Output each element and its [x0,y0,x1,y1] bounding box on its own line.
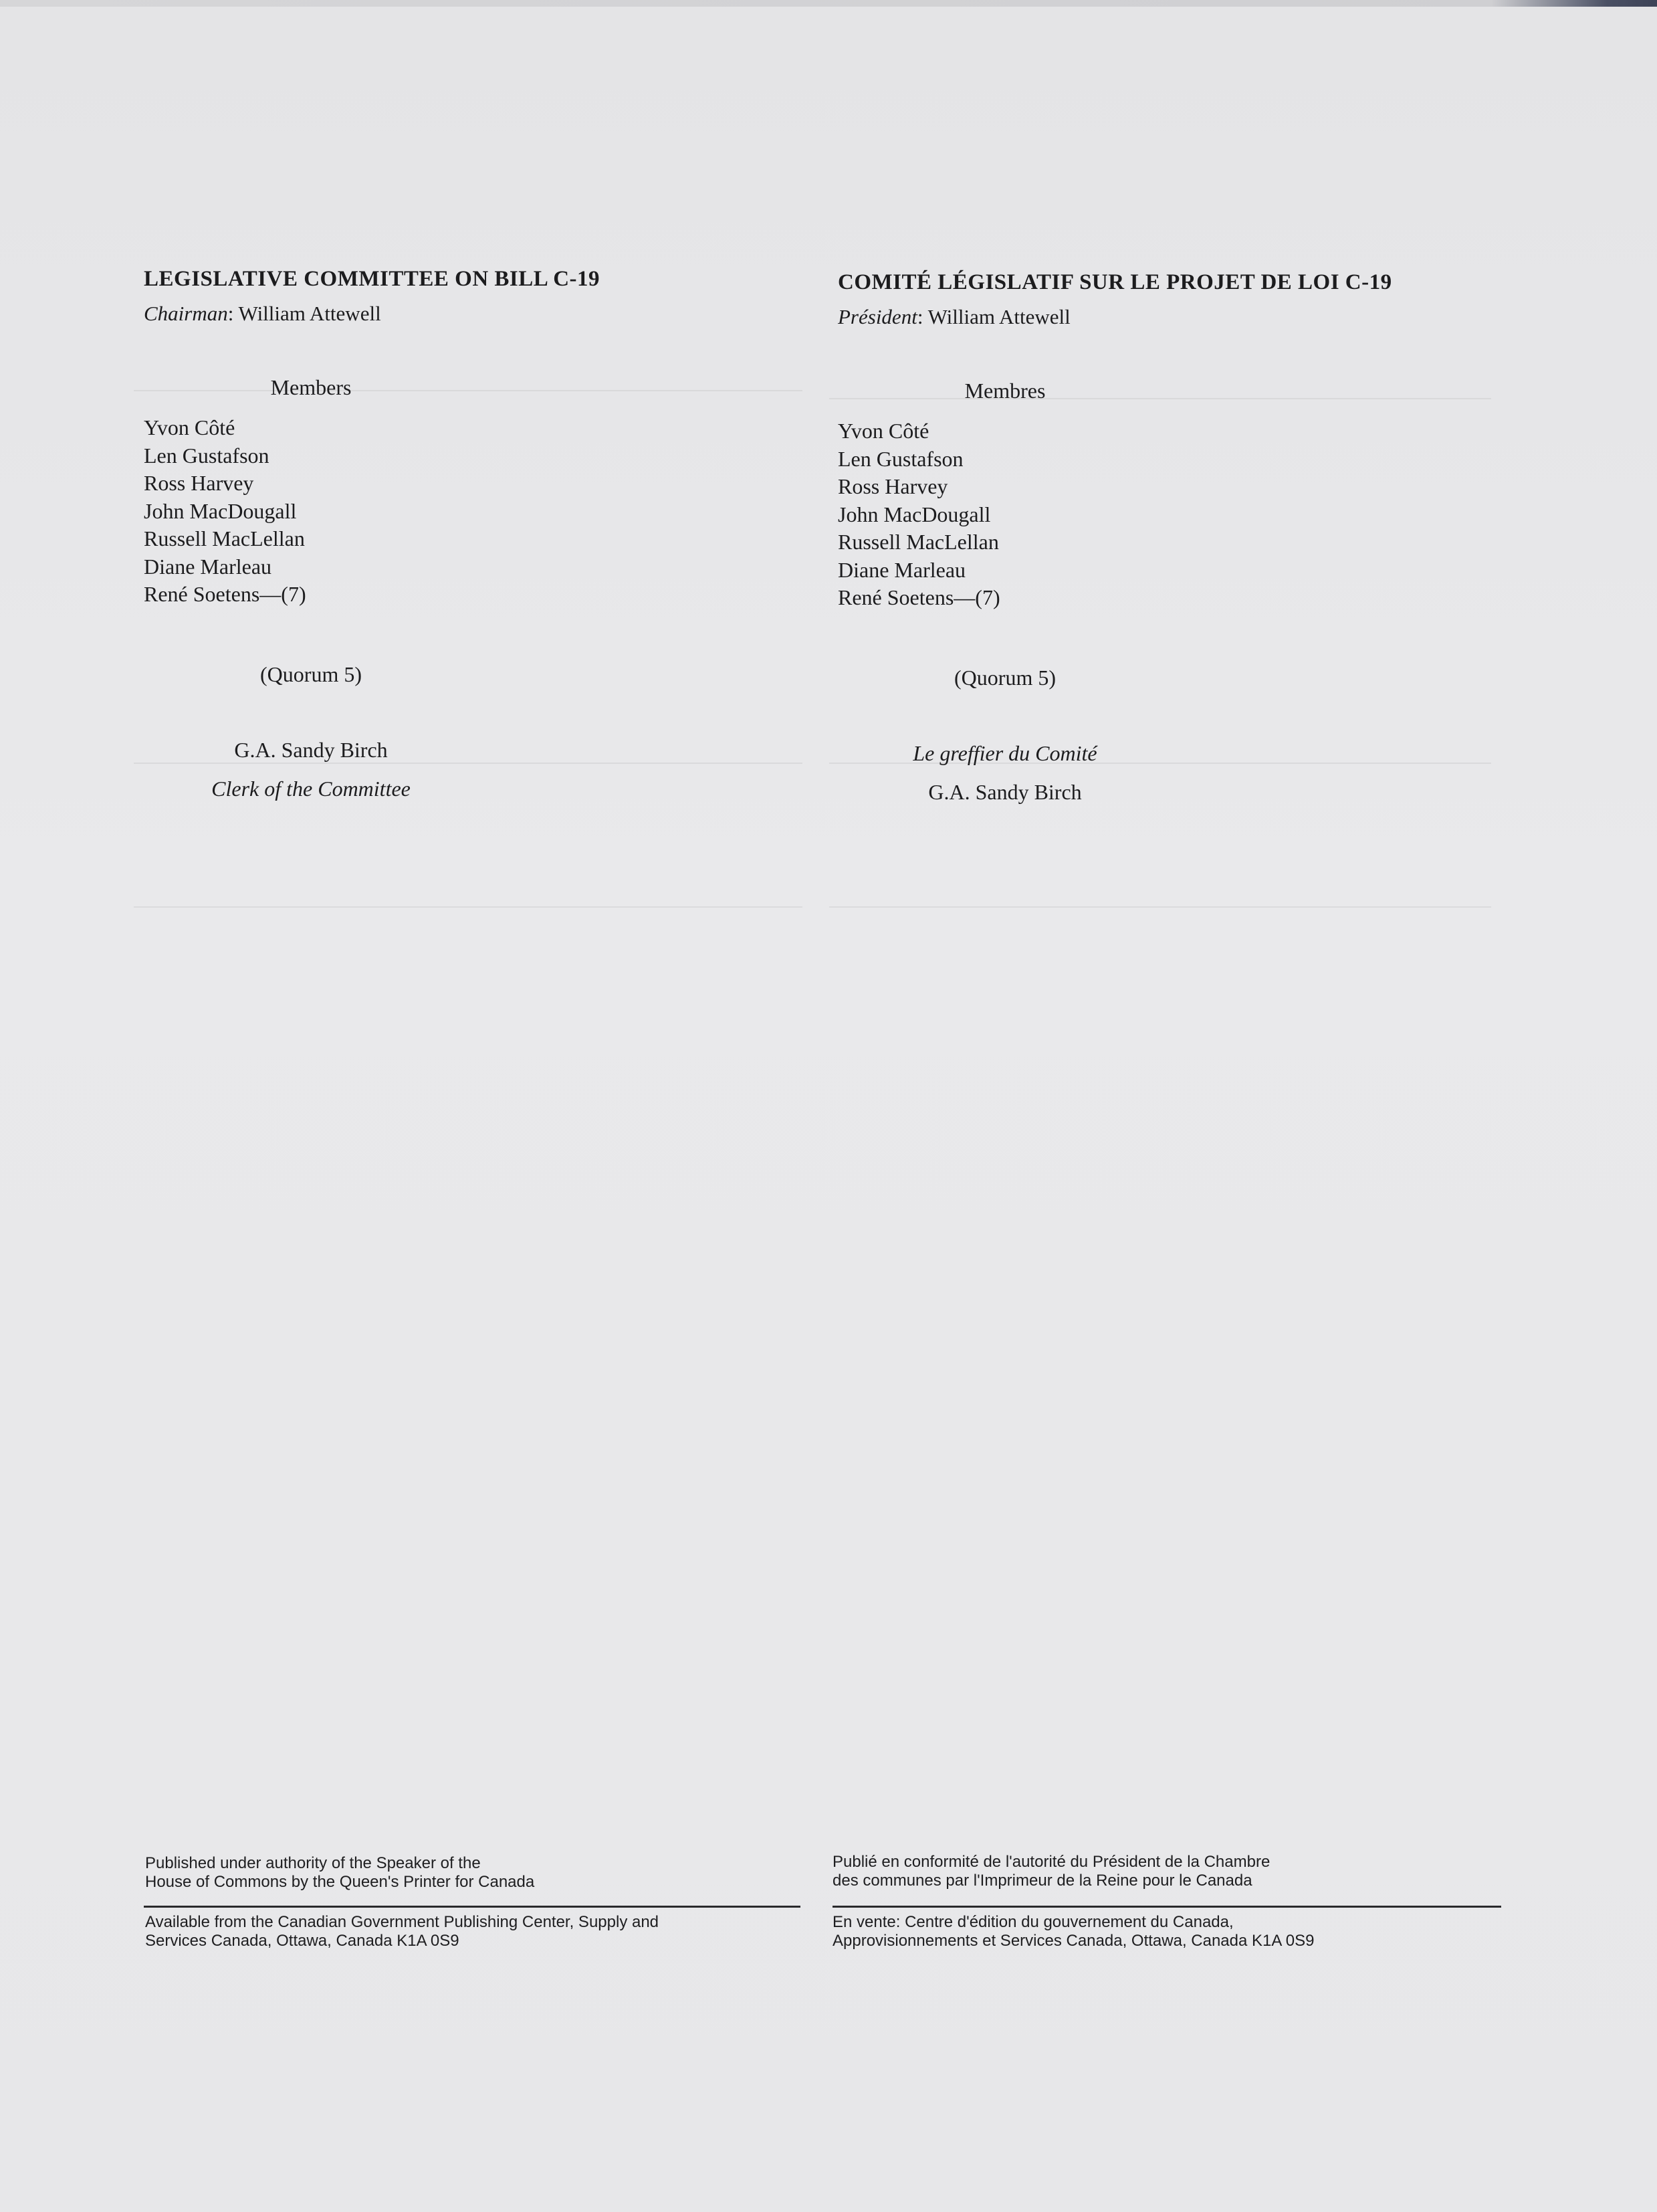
members-list [144,414,786,609]
member-item: Diane Marleau [838,557,966,582]
quorum-fr: (Quorum 5) [954,665,1056,690]
french-column [838,268,1480,811]
member-item: Diane Marleau [144,554,272,579]
quorum: (Quorum 5) [260,662,362,686]
showthrough-rule [134,906,802,908]
footer-published-fr [833,1853,1501,1890]
member-item: René Soetens—(7) [838,585,1000,609]
president-line [838,302,1480,332]
footer-available-en [145,1913,800,1950]
footer-line: Available from the Canadian Government Publishing Center, Supply and [145,1913,659,1931]
footer-line: Approvisionnements et Services Canada, Ottawa, Canada K1A 0S9 [833,1932,1315,1950]
footer-line: Published under authority of the Speaker of the [145,1854,481,1872]
members-list-fr [838,417,1480,612]
footer-published-en [145,1854,800,1892]
member-item: Russell MacLellan [144,526,305,550]
member-item: René Soetens—(7) [144,582,306,606]
clerk-name-fr: G.A. Sandy Birch [928,779,1082,804]
chair-name-fr: : William Attewell [917,305,1071,328]
member-item: Yvon Côté [144,415,235,439]
member-item: Russell MacLellan [838,530,999,554]
clerk-block-fr [838,734,1172,811]
footer-line: En vente: Centre d'édition du gouvernement du Canada, [833,1913,1234,1931]
showthrough-rule [829,906,1491,908]
footer-line: des communes par l'Imprimeur de la Reine pour le Canada [833,1872,1252,1890]
member-item: John MacDougall [144,498,297,523]
clerk-block [144,730,478,808]
footer-available-fr [833,1913,1501,1950]
member-item: Len Gustafson [144,443,269,468]
footer-line: Services Canada, Ottawa, Canada K1A 0S9 [145,1932,459,1950]
page-top-edge [0,0,1657,7]
member-item: Ross Harvey [838,474,948,498]
members-heading-fr: Membres [964,379,1046,403]
clerk-title-fr: Le greffier du Comité [913,740,1097,765]
member-item: Ross Harvey [144,471,254,495]
clerk-name: G.A. Sandy Birch [234,737,388,762]
chair-role-fr: Président [838,305,917,328]
member-item: Yvon Côté [838,419,929,443]
chairman-line [144,299,786,328]
member-item: Len Gustafson [838,446,964,471]
chair-name: : William Attewell [227,302,381,325]
chair-role: Chairman [144,302,228,325]
footer-rule [833,1906,1501,1908]
clerk-title: Clerk of the Committee [211,776,411,801]
footer-line: Publié en conformité de l'autorité du Président de la Chambre [833,1853,1271,1871]
committee-title: LEGISLATIVE COMMITTEE ON BILL C-19 [144,267,600,291]
committee-title-fr: COMITÉ LÉGISLATIF SUR LE PROJET DE LOI C-19 [838,270,1392,294]
footer-rule [144,1906,800,1908]
footer-line: House of Commons by the Queen's Printer for Canada [145,1873,535,1891]
members-heading: Members [270,375,352,399]
english-column [144,264,786,808]
member-item: John MacDougall [838,502,991,526]
